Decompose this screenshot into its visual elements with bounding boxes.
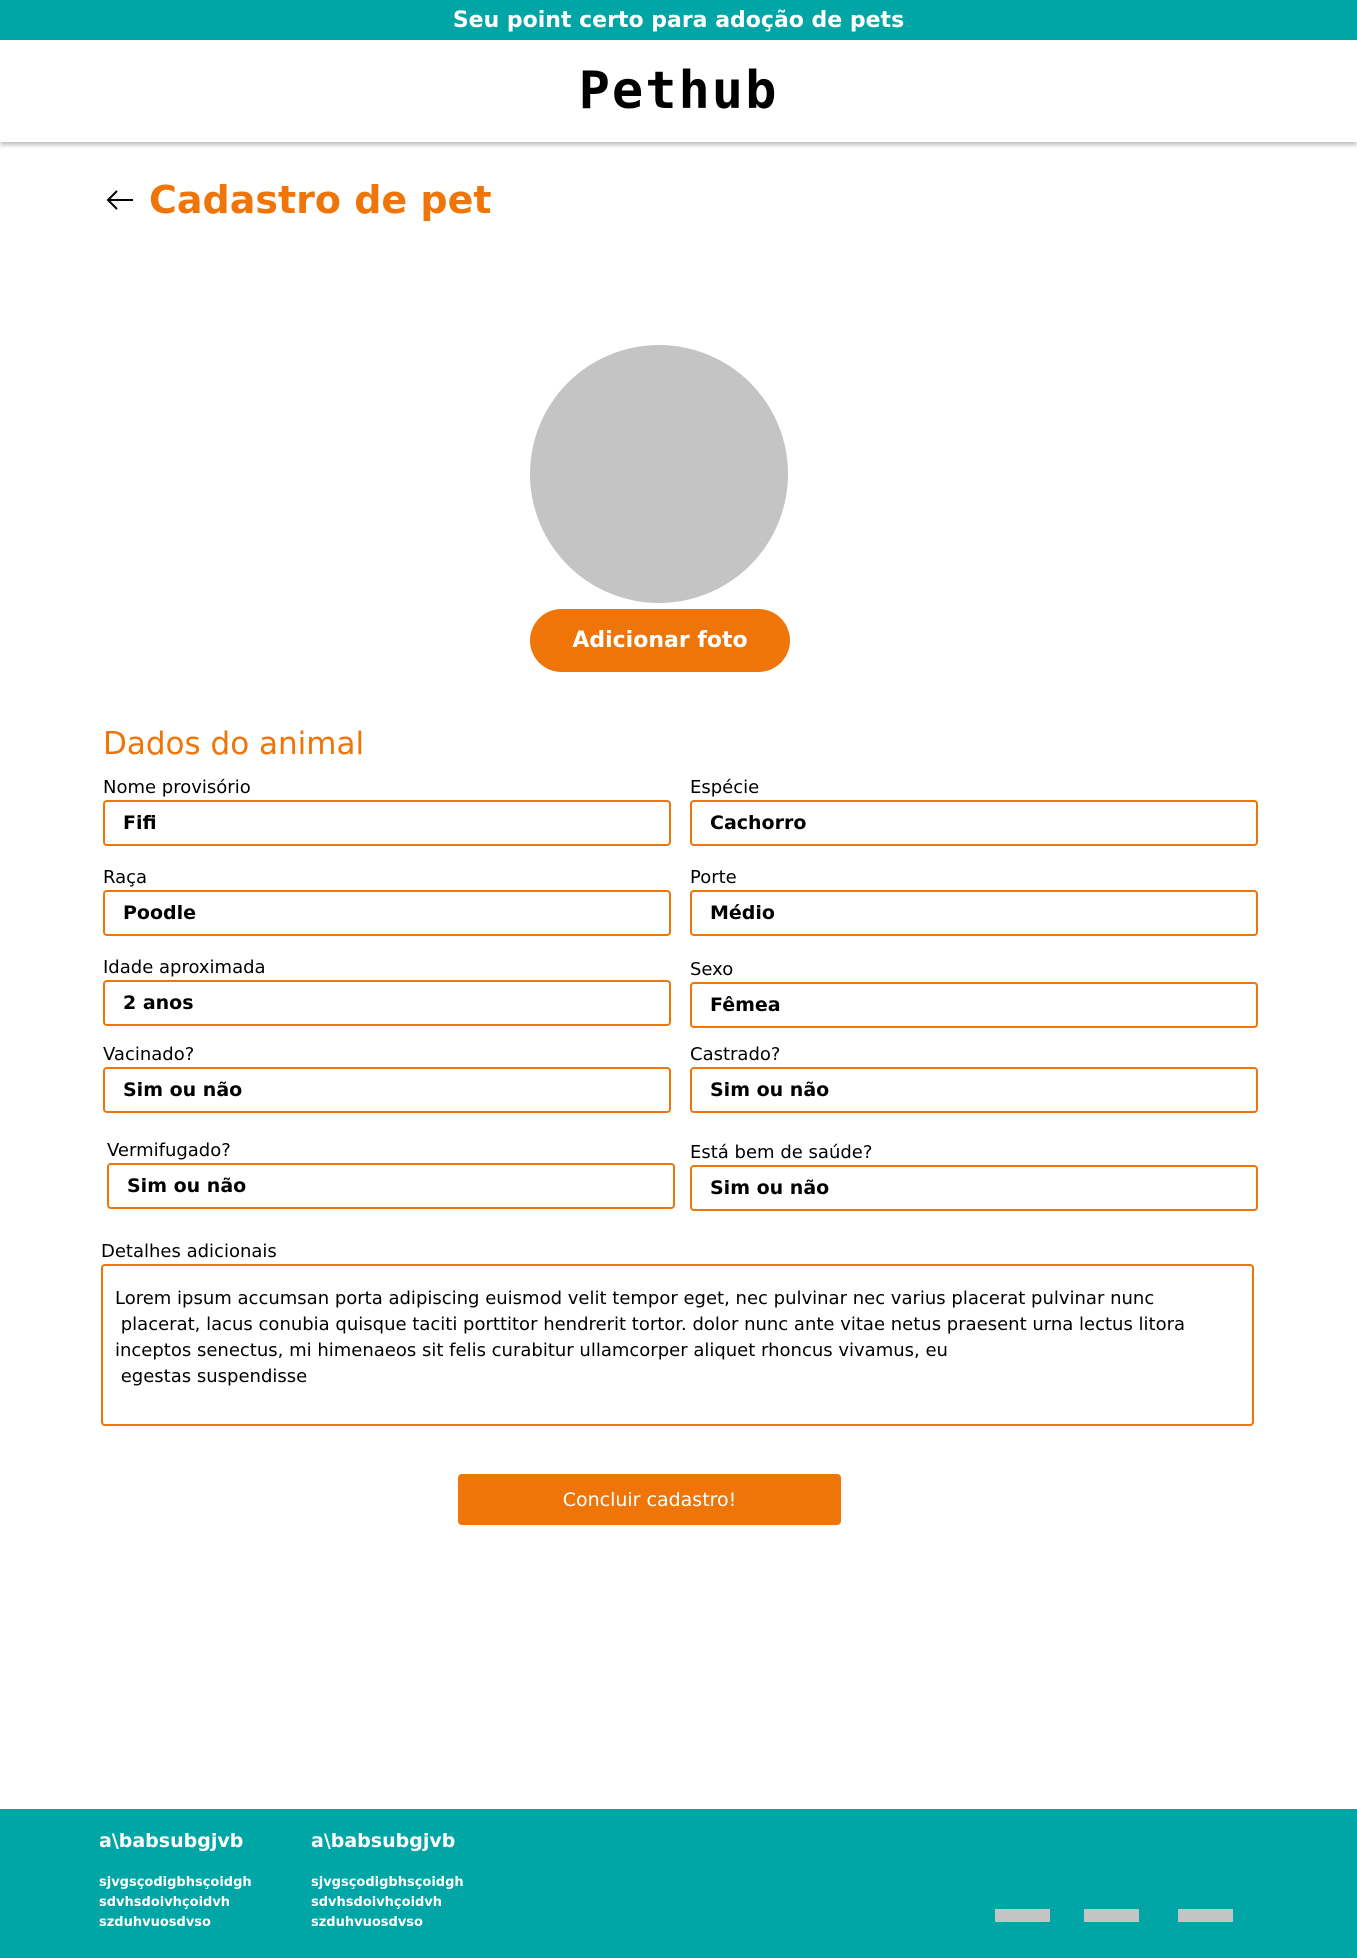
tagline: Seu point certo para adoção de pets xyxy=(452,7,905,33)
field-nome xyxy=(103,778,671,846)
footer-heading: a\babsubgjvb xyxy=(311,1830,456,1852)
vacinado-label: Vacinado? xyxy=(103,1044,195,1065)
castrado-label: Castrado? xyxy=(690,1044,781,1065)
photo-placeholder xyxy=(530,345,788,603)
details-label: Detalhes adicionais xyxy=(101,1241,277,1262)
details-field xyxy=(101,1242,1254,1426)
vermifugado-label: Vermifugado? xyxy=(107,1140,231,1161)
field-saude xyxy=(690,1143,1258,1211)
add-photo-button[interactable]: Adicionar foto xyxy=(530,609,790,672)
section-title: Dados do animal xyxy=(103,726,365,762)
social-icon-1[interactable] xyxy=(995,1909,1050,1922)
footer-link[interactable]: szduhvuosdvso xyxy=(99,1915,211,1930)
field-vermifugado xyxy=(107,1141,675,1209)
footer xyxy=(0,1809,1357,1958)
footer-link[interactable]: sjvgsçodigbhsçoidgh xyxy=(99,1875,252,1890)
field-porte xyxy=(690,868,1258,936)
idade-label: Idade aproximada xyxy=(103,957,266,978)
field-raca xyxy=(103,868,671,936)
footer-heading: a\babsubgjvb xyxy=(99,1830,244,1852)
idade-input[interactable]: 2 anos xyxy=(103,980,671,1026)
sexo-input[interactable]: Fêmea xyxy=(690,982,1258,1028)
saude-input[interactable]: Sim ou não xyxy=(690,1165,1258,1211)
footer-link[interactable]: szduhvuosdvso xyxy=(311,1915,423,1930)
sexo-label: Sexo xyxy=(690,959,734,980)
vermifugado-input[interactable]: Sim ou não xyxy=(107,1163,675,1209)
saude-label: Está bem de saúde? xyxy=(690,1142,873,1163)
nome-input[interactable]: Fifi xyxy=(103,800,671,846)
logo[interactable]: Pethub xyxy=(578,61,779,121)
porte-input[interactable]: Médio xyxy=(690,890,1258,936)
page-title: Cadastro de pet xyxy=(149,178,492,222)
field-sexo xyxy=(690,960,1258,1028)
field-castrado xyxy=(690,1045,1258,1113)
field-vacinado xyxy=(103,1045,671,1113)
details-textarea[interactable]: Lorem ipsum accumsan porta adipiscing euismod velit tempor eget, nec pulvinar nec varius placerat pulvinar nunc placerat, lacus conubia quisque taciti porttitor hendrerit tortor. dolor nunc ante vitae netus praesent urna lectus litora inceptos senectus, mi himenaeos sit felis curabitur ullamcorper aliquet rhoncus vivamus, eu egestas suspendisse xyxy=(101,1264,1254,1426)
vacinado-input[interactable]: Sim ou não xyxy=(103,1067,671,1113)
footer-column xyxy=(311,1829,464,1933)
footer-link[interactable]: sjvgsçodigbhsçoidgh xyxy=(311,1875,464,1890)
social-icon-2[interactable] xyxy=(1084,1909,1139,1922)
title-row xyxy=(103,178,492,222)
especie-input[interactable]: Cachorro xyxy=(690,800,1258,846)
raca-input[interactable]: Poodle xyxy=(103,890,671,936)
footer-link[interactable]: sdvhsdoivhçoidvh xyxy=(311,1895,443,1910)
porte-label: Porte xyxy=(690,867,737,888)
castrado-input[interactable]: Sim ou não xyxy=(690,1067,1258,1113)
footer-column xyxy=(99,1829,252,1933)
submit-button[interactable]: Concluir cadastro! xyxy=(458,1474,841,1525)
raca-label: Raça xyxy=(103,867,148,888)
field-idade xyxy=(103,958,671,1026)
site-header xyxy=(0,40,1357,142)
especie-label: Espécie xyxy=(690,777,760,798)
nome-label: Nome provisório xyxy=(103,777,251,798)
arrow-left-icon[interactable] xyxy=(103,183,137,217)
social-icon-3[interactable] xyxy=(1178,1909,1233,1922)
field-especie xyxy=(690,778,1258,846)
top-banner xyxy=(0,0,1357,40)
footer-link[interactable]: sdvhsdoivhçoidvh xyxy=(99,1895,231,1910)
